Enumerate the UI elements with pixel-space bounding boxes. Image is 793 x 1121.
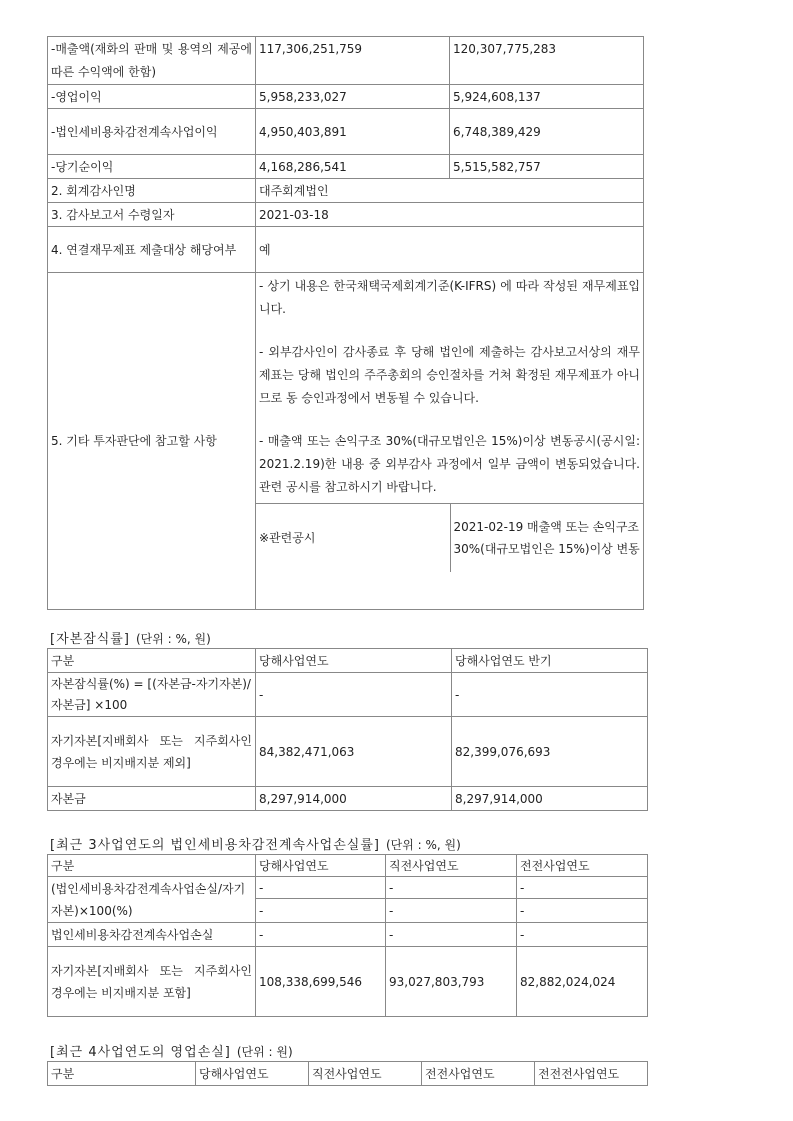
financial-summary-table xyxy=(47,36,644,610)
table-row xyxy=(48,203,644,227)
table-row xyxy=(48,923,648,947)
value-cell: - xyxy=(256,899,386,923)
table-row xyxy=(48,85,644,109)
note-paragraph: - 매출액 또는 손익구조 30%(대규모법인은 15%)이상 변동공시(공시일: 2021.2.19)한 내용 중 외부감사 과정에서 일부 금액이 변동되었습니다. 관련 공시를 참고하시기 바랍니다. xyxy=(259,434,640,494)
loss-ratio-table xyxy=(47,854,648,1017)
header-cell: 직전사업연도 xyxy=(309,1062,422,1086)
header-cell: 전전전사업연도 xyxy=(535,1062,648,1086)
value-current: 8,297,914,000 xyxy=(256,787,452,811)
table-row xyxy=(48,273,644,610)
value-cell: - xyxy=(256,877,386,899)
section-heading: [자본잠식률] xyxy=(50,632,130,647)
header-cell: 구분 xyxy=(48,1062,196,1086)
value-cell: - xyxy=(386,899,517,923)
row-label: -법인세비용차감전계속사업이익 xyxy=(48,109,256,155)
header-cell: 당해사업연도 xyxy=(256,649,452,673)
value-prior: 5,924,608,137 xyxy=(450,85,644,109)
related-disclosure-label: ※관련공시 xyxy=(256,504,450,572)
value-current: 4,168,286,541 xyxy=(256,155,450,179)
unit-label: (단위 : %, 원) xyxy=(135,632,211,646)
related-disclosure-value: 2021-02-19 매출액 또는 손익구조 30%(대규모법인은 15%)이상 변동 xyxy=(450,504,644,572)
value-cell: 82,882,024,024 xyxy=(517,947,648,1017)
other-notes-cell xyxy=(256,273,644,610)
table-row xyxy=(48,877,648,899)
row-label: 자본잠식률(%) = [(자본금-자기자본)/자본금] ×100 xyxy=(48,673,256,717)
table-row xyxy=(48,787,648,811)
section-heading: [최근 3사업연도의 법인세비용차감전계속사업손실률] xyxy=(50,838,380,853)
unit-label: (단위 : 원) xyxy=(236,1045,293,1059)
consolidated-label: 4. 연결재무제표 제출대상 해당여부 xyxy=(48,227,256,273)
capital-impairment-table xyxy=(47,648,648,811)
table-row xyxy=(48,947,648,1017)
row-label: 법인세비용차감전계속사업손실 xyxy=(48,923,256,947)
value-cell: - xyxy=(517,877,648,899)
table-row xyxy=(48,227,644,273)
table-header xyxy=(48,855,648,877)
header-cell: 직전사업연도 xyxy=(386,855,517,877)
auditor-value: 대주회계법인 xyxy=(256,179,644,203)
operating-loss-title xyxy=(50,1041,293,1060)
table-row xyxy=(48,717,648,787)
loss-ratio-title xyxy=(50,834,461,853)
value-current: 5,958,233,027 xyxy=(256,85,450,109)
header-cell: 구분 xyxy=(48,649,256,673)
value-half: 82,399,076,693 xyxy=(452,717,648,787)
value-prior: 5,515,582,757 xyxy=(450,155,644,179)
value-cell: 93,027,803,793 xyxy=(386,947,517,1017)
header-cell: 당해사업연도 xyxy=(196,1062,309,1086)
section-heading: [최근 4사업연도의 영업손실] xyxy=(50,1045,231,1060)
consolidated-value: 예 xyxy=(256,227,644,273)
table-row xyxy=(48,109,644,155)
row-label: -영업이익 xyxy=(48,85,256,109)
header-cell: 전전사업연도 xyxy=(517,855,648,877)
header-cell: 전전사업연도 xyxy=(422,1062,535,1086)
report-date-label: 3. 감사보고서 수령일자 xyxy=(48,203,256,227)
table-row xyxy=(48,673,648,717)
table-row xyxy=(48,179,644,203)
row-label: -당기순이익 xyxy=(48,155,256,179)
header-cell: 당해사업연도 xyxy=(256,855,386,877)
value-cell: 108,338,699,546 xyxy=(256,947,386,1017)
row-label: 자본금 xyxy=(48,787,256,811)
table-row xyxy=(48,155,644,179)
table-row xyxy=(48,37,644,85)
note-paragraph: - 외부감사인이 감사종료 후 당해 법인에 제출하는 감사보고서상의 재무제표는 당해 법인의 주주총회의 승인절차를 거쳐 확정된 재무제표가 아니므로 동 승인과정에서 변동될 수 있습니다. xyxy=(259,345,640,405)
auditor-label: 2. 회계감사인명 xyxy=(48,179,256,203)
value-current: - xyxy=(256,673,452,717)
header-cell: 당해사업연도 반기 xyxy=(452,649,648,673)
capital-impairment-title xyxy=(50,628,211,647)
row-label: 자기자본[지배회사 또는 지주회사인 경우에는 비지배지분 포함] xyxy=(48,947,256,1017)
value-prior: 120,307,775,283 xyxy=(450,37,644,85)
header-cell: 구분 xyxy=(48,855,256,877)
value-current: 117,306,251,759 xyxy=(256,37,450,85)
value-cell: - xyxy=(386,923,517,947)
row-label: (법인세비용차감전계속사업손실/자기자본)×100(%) xyxy=(48,877,256,923)
report-date-value: 2021-03-18 xyxy=(256,203,644,227)
unit-label: (단위 : %, 원) xyxy=(385,838,461,852)
related-disclosure-table xyxy=(256,503,644,572)
value-cell: - xyxy=(256,923,386,947)
operating-loss-table xyxy=(47,1061,648,1086)
table-header xyxy=(48,649,648,673)
value-cell: - xyxy=(386,877,517,899)
value-half: - xyxy=(452,673,648,717)
other-notes-label: 5. 기타 투자판단에 참고할 사항 xyxy=(48,273,256,610)
row-label: -매출액(재화의 판매 및 용역의 제공에 따른 수익액에 한함) xyxy=(48,37,256,85)
note-paragraph: - 상기 내용은 한국채택국제회계기준(K-IFRS) 에 따라 작성된 재무제표입니다. xyxy=(259,279,640,316)
value-cell: - xyxy=(517,899,648,923)
value-current: 84,382,471,063 xyxy=(256,717,452,787)
value-prior: 6,748,389,429 xyxy=(450,109,644,155)
value-current: 4,950,403,891 xyxy=(256,109,450,155)
row-label: 자기자본[지배회사 또는 지주회사인 경우에는 비지배지분 제외] xyxy=(48,717,256,787)
table-header xyxy=(48,1062,648,1086)
value-cell: - xyxy=(517,923,648,947)
value-half: 8,297,914,000 xyxy=(452,787,648,811)
